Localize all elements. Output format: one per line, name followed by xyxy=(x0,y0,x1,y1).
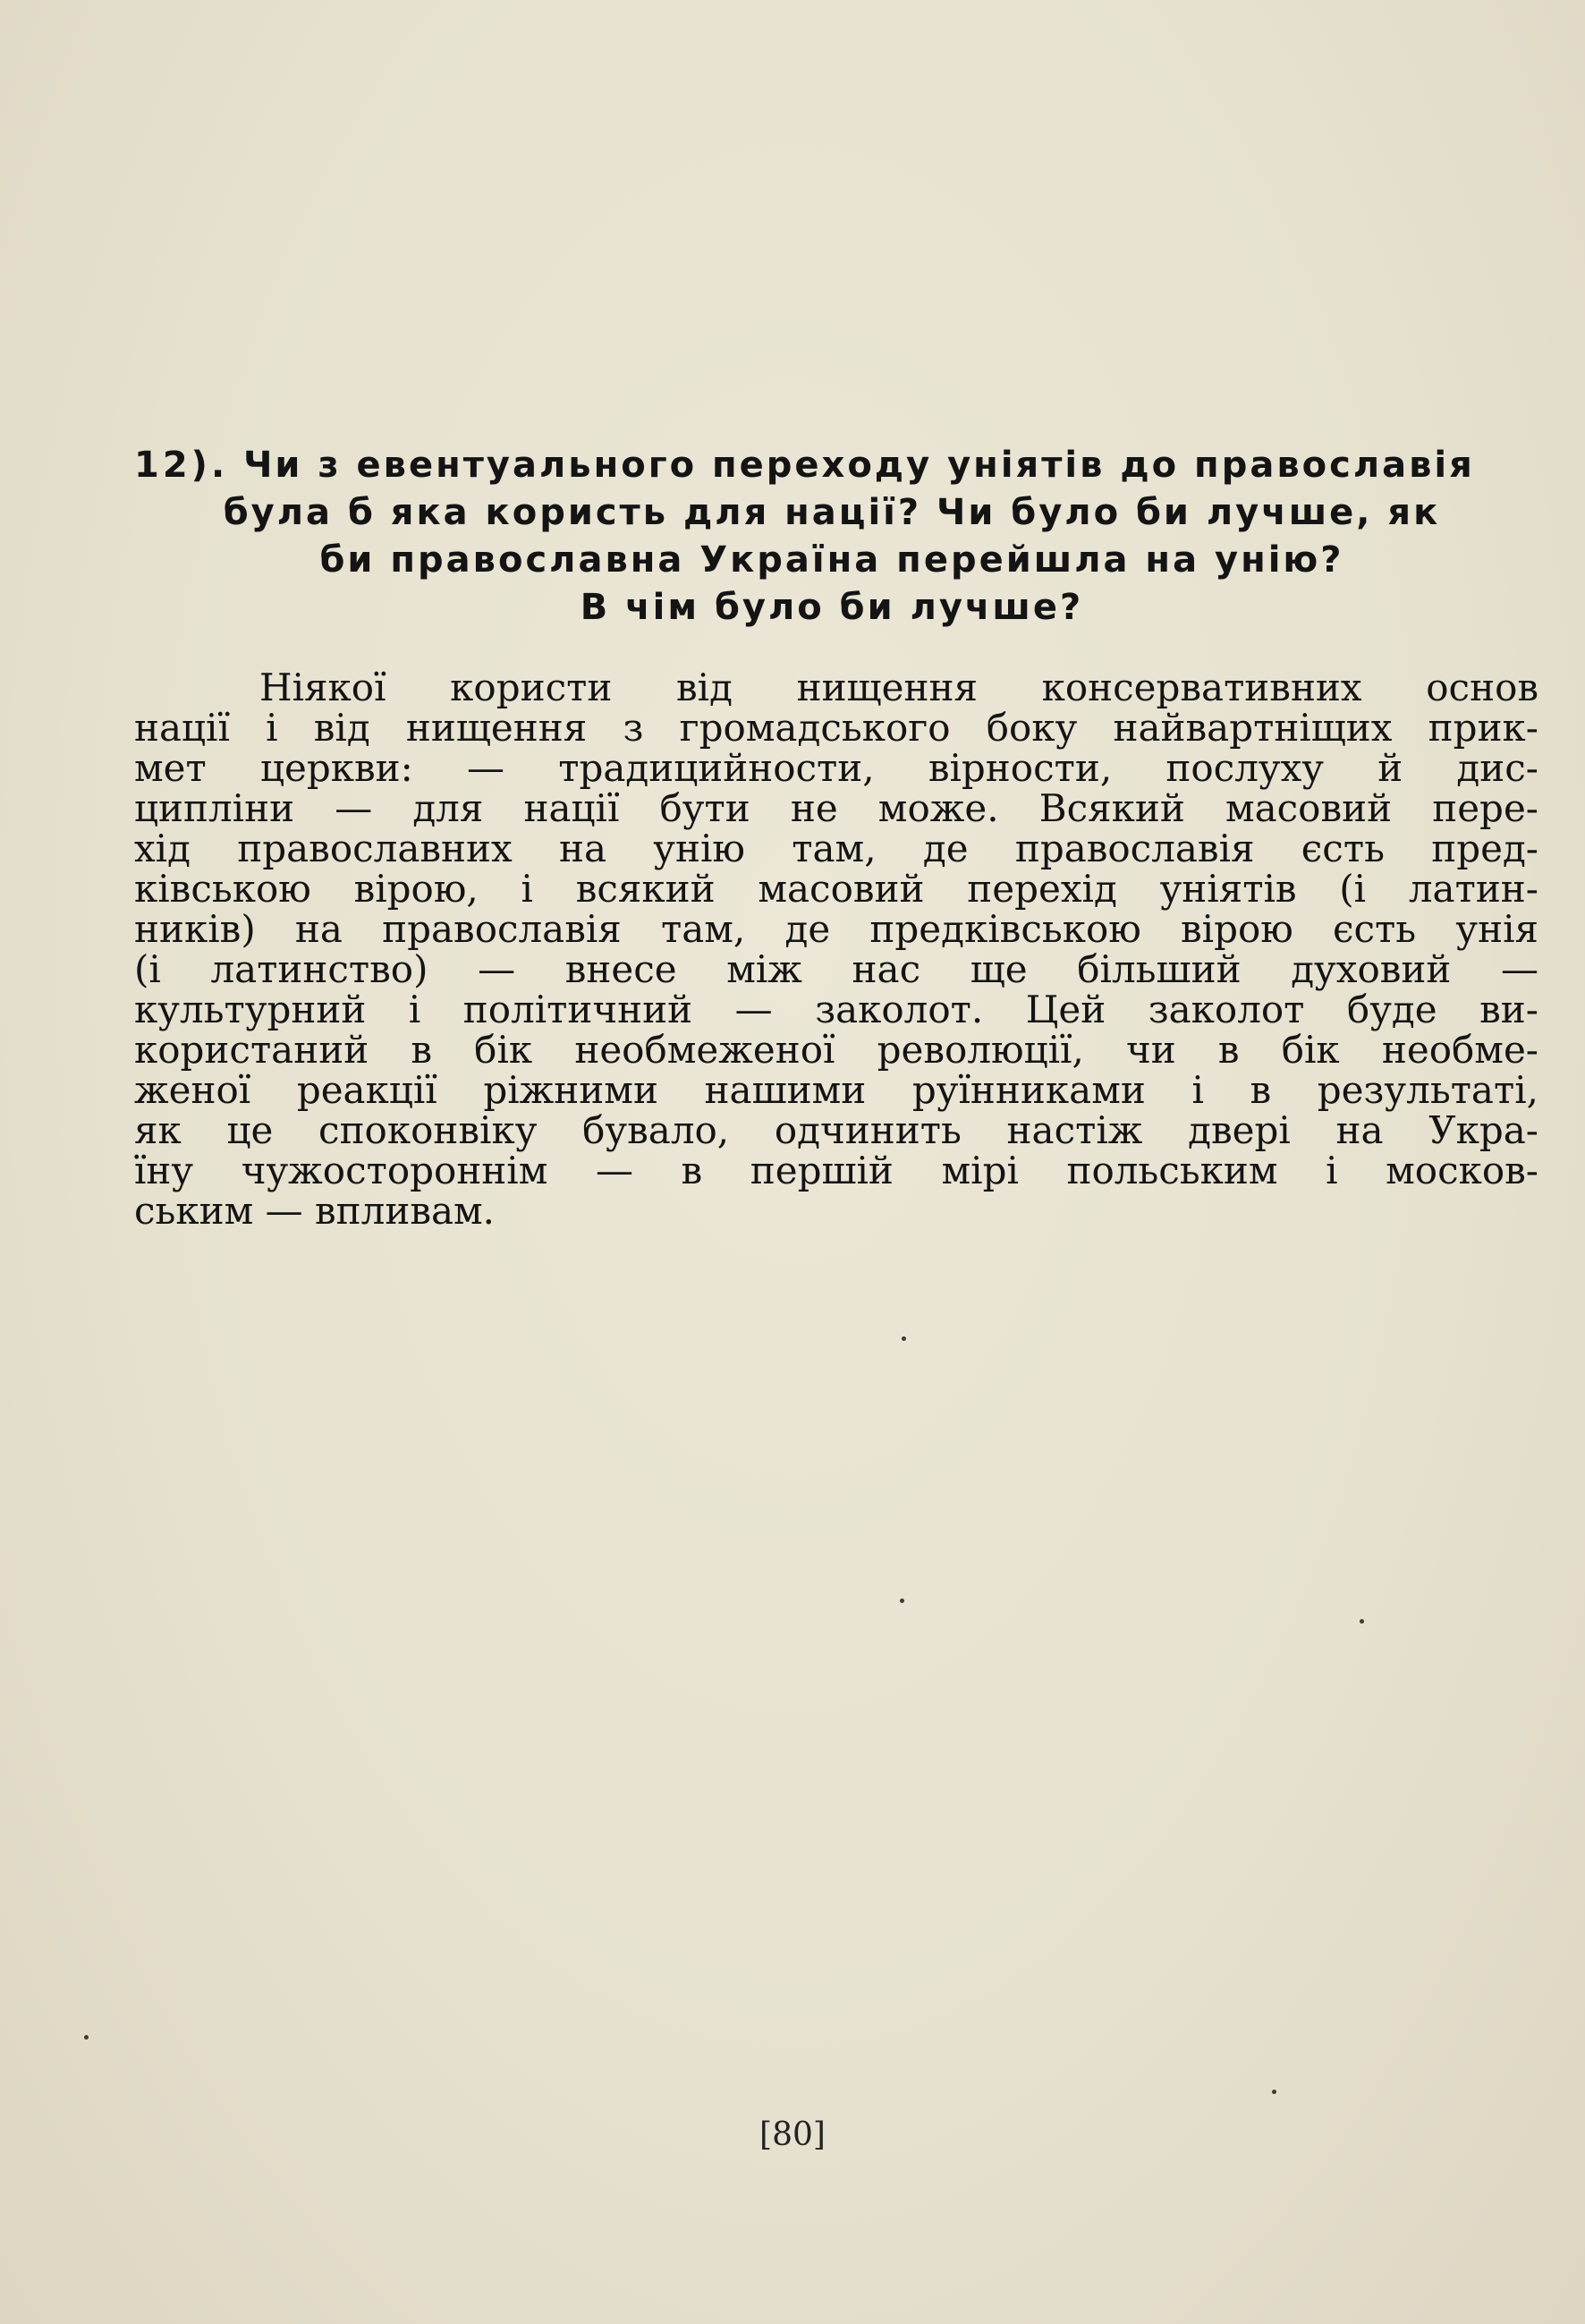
question-line-2: була б яка користь для нації? Чи було би лучше, як xyxy=(223,492,1441,533)
answer-line: культурний і політичний — заколот. Цей заколот буде ви- xyxy=(134,988,1538,1031)
answer-line: користаний в бік необмеженої революції, чи в бік необме- xyxy=(134,1028,1538,1072)
ink-speck xyxy=(1272,2090,1276,2094)
answer-line: хід православних на унію там, де православія єсть пред- xyxy=(134,827,1538,870)
answer-line: женої реакції ріжними нашими руїнниками і в результаті, xyxy=(134,1068,1538,1112)
ink-speck xyxy=(84,2035,89,2040)
question-number: 12). xyxy=(134,445,229,486)
answer-line: ципліни — для нації бути не може. Всякий масовий пере- xyxy=(134,786,1538,830)
answer-line: ників) на православія там, де предківською вірою єсть унія xyxy=(134,907,1538,951)
question-heading xyxy=(125,442,1538,632)
answer-line: їну чужостороннім — в першій мірі польським і москов- xyxy=(134,1149,1538,1192)
answer-line: (і латинство) — внесе між нас ще більший духовий — xyxy=(134,947,1538,991)
answer-line: мет церкви: — традицийности, вірности, послуху й дис- xyxy=(134,746,1538,790)
ink-speck xyxy=(900,1599,904,1603)
answer-line: ківською вірою, і всякий масовий перехід уніятів (і латин- xyxy=(134,867,1538,911)
page-number: [80] xyxy=(759,2116,826,2153)
answer-line: як це споконвіку бувало, одчинить настіж двері на Укра- xyxy=(134,1108,1538,1152)
answer-line: Ніякої користи від нищення консервативних основ xyxy=(259,666,1538,709)
answer-paragraph xyxy=(134,667,1538,1231)
question-line-3: би православна Україна перейшла на унію? xyxy=(319,539,1344,581)
question-line-4: В чім було би лучше? xyxy=(580,587,1084,628)
question-line-1 xyxy=(125,442,1538,489)
ink-speck xyxy=(902,1336,906,1341)
answer-line: нації і від нищення з громадського боку найвартніщих прик- xyxy=(134,706,1538,750)
ink-speck xyxy=(1360,1619,1364,1624)
answer-line: ським — впливам. xyxy=(134,1189,496,1233)
question-text-1: Чи з евентуального переходу уніятів до православія xyxy=(243,445,1475,486)
